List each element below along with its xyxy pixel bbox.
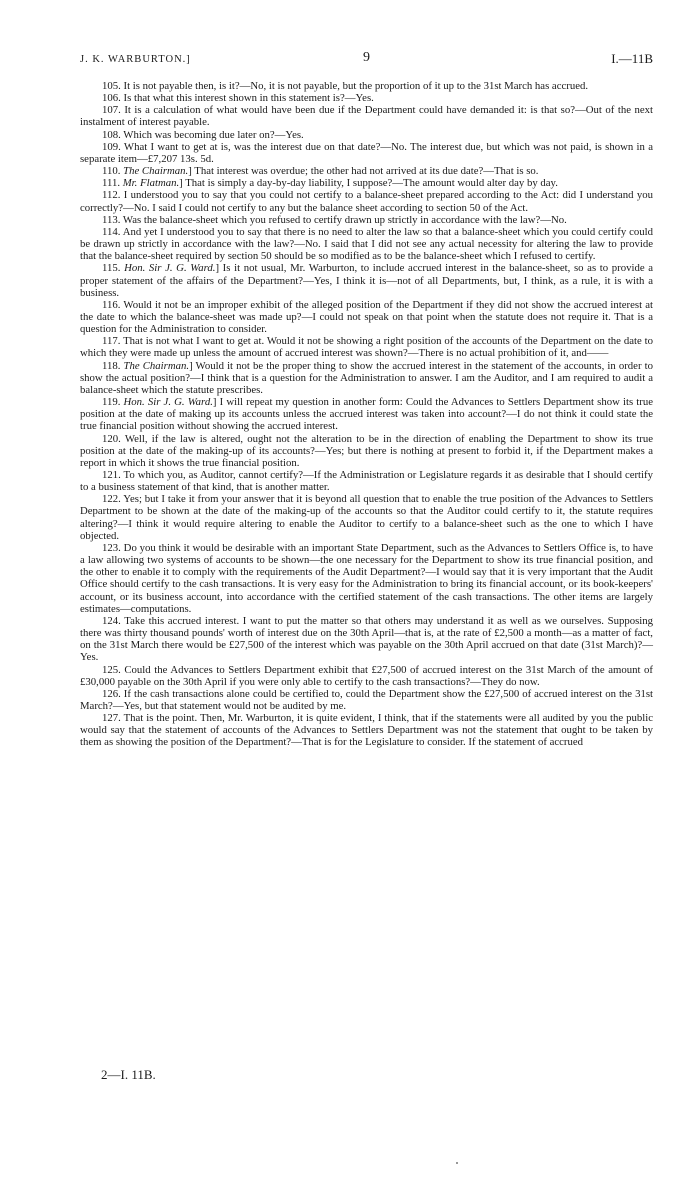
qa-paragraph: 125. Could the Advances to Settlers Department exhibit that £27,500 of accrued interest on the 31st March of the amount of £30,000 payable on the 30th April if you were only able to certify to the cash transactions?—They do now. <box>80 663 653 688</box>
page-header <box>80 50 653 70</box>
qa-paragraph: 124. Take this accrued interest. I want to put the matter so that others may understand it as well as we ourselves. Supposing there was thirty thousand pounds' worth of interest due on the 30th April—that is, at the rate of £2,500 a month—as a matter of fact, on the 31st March there would be £27,500 of the interest which was payable on the 30th April accrued on that date (31st March)?—Yes. <box>80 614 653 664</box>
speaker-name: Hon. Sir J. G. Ward. <box>124 262 216 275</box>
speaker-name: The Chairman. <box>123 165 189 178</box>
qa-paragraph: 120. Well, if the law is altered, ought not the alteration to be in the direction of enabling the Department to show its true position at the date of the making-up of its accounts?—Yes; but there is nothing at present to forbid it, if the Department makes a report in which it shows the true financial position. <box>80 432 653 469</box>
document-body <box>80 80 653 749</box>
qa-paragraph: 116. Would it not be an improper exhibit of the alleged position of the Department if they did not show the accrued interest at the date to which the balance-sheet was made up?—I could not speak on that point when the statute does not require it. That is a question for the Administration to consider. <box>80 298 653 336</box>
signature-mark: 2—I. 11B. <box>101 1067 156 1082</box>
qa-paragraph: 105. It is not payable then, is it?—No, it is not payable, but the proportion of it up to the 31st March has accrued. <box>102 80 589 92</box>
qa-paragraph: 114. And yet I understood you to say that there is no need to alter the law so that a balance-sheet which you could certify could be drawn up strictly in accordance with the law?—No. I said that I did not see any actual necessity for altering the law to provide that the balance-sheet required by section 50 should be so modified as to be the balance-sheet which I refused to certify. <box>80 225 653 263</box>
qa-paragraph: 109. What I want to get at is, was the interest due on that date?—No. The interest due, but which was not paid, is shown in a separate item—£7,207 13s. 5d. <box>80 140 653 165</box>
qa-paragraph: 113. Was the balance-sheet which you refused to certify drawn up strictly in accordance with the law?—No. <box>102 213 567 226</box>
qa-paragraph: 123. Do you think it would be desirable with an important State Department, such as the Advances to Settlers Office is, to have a law allowing two systems of accounts to be shown—the one necessary for the Department to show its true financial position, and the other to enable it to comply with the requirements of the Audit Department?—I would say that it is very important that the Audit Office should certify to the cash transactions. It is very easy for the Administration to bring its financial account, or its book-keepers' account, or its business account, into accordance with the certified statement of the cash transactions. The other items are largely estimates—computations. <box>80 541 653 615</box>
qa-paragraph: 118. The Chairman.] Would it not be the proper thing to show the accrued interest in the statement of the accounts, in order to show the actual position?—I think that is a question for the Administration to answer. I am the Auditor, and I am required to audit a balance-sheet which the statute prescribes. <box>80 359 653 396</box>
page-number: 9 <box>363 50 370 65</box>
document-reference: I.—11B <box>611 51 653 66</box>
speaker-name: Hon. Sir J. G. Ward. <box>123 396 213 409</box>
qa-paragraph: 108. Which was becoming due later on?—Yes. <box>102 128 304 141</box>
qa-paragraph: 122. Yes; but I take it from your answer that it is beyond all question that to enable the true position of the Advances to Settlers Department to be shown at the date of the making-up of the accounts so that the Auditor could certify to it, the statute requires altering?—I think it would require altering to enable the Auditor to certify to a balance-sheet such as the one to which I have objected. <box>80 493 653 542</box>
qa-paragraph: 110. The Chairman.] That interest was overdue; the other had not arrived at its due date?—That is so. <box>102 165 539 178</box>
qa-paragraph: 107. It is a calculation of what would have been due if the Department could have demanded it: is that so?—Out of the next instalment of interest payable. <box>80 104 653 129</box>
qa-paragraph: 115. Hon. Sir J. G. Ward.] Is it not usual, Mr. Warburton, to include accrued interest in the balance-sheet, so as to provide a proper statement of the affairs of the Department?—Yes, I think it is—not of all Departments, but, I think, as a rule, it is with a business. <box>80 262 654 299</box>
page-speck <box>456 1162 458 1164</box>
header-witness-name: J. K. WARBURTON.] <box>80 54 191 65</box>
qa-paragraph: 119. Hon. Sir J. G. Ward.] I will repeat my question in another form: Could the Advances to Settlers Department show its true position at the date of making up its accounts unless the accrued interest was taken into account?—I do not think it could state the true financial position without showing the accrued interest. <box>80 396 653 433</box>
speaker-name: Mr. Flatman. <box>122 177 180 190</box>
qa-paragraph: 117. That is not what I want to get at. Would it not be showing a right position of the accounts of the Department on the date to which they were made up unless the amount of accrued interest was shown?—There is no actual prohibition of it, and—— <box>80 335 653 360</box>
qa-paragraph: 127. That is the point. Then, Mr. Warburton, it is quite evident, I think, that if the statements were all audited by you the public would say that the statement of accounts of the Advances to Settlers Department was not the statement that ought to be taken by them as showing the position of the Department?—That is for the Legislature to consider. If the statement of accrued <box>80 712 653 749</box>
qa-paragraph: 121. To which you, as Auditor, cannot certify?—If the Administration or Legislature regards it as desirable that I should certify to a business statement of that kind, that is another matter. <box>80 469 653 494</box>
qa-paragraph: 112. I understood you to say that you could not certify to a balance-sheet prepared according to the Act: did I understand you correctly?—No. I said I could not certify to any but the balance sheet according to section 50 of the Act. <box>80 189 653 214</box>
speaker-name: The Chairman. <box>123 359 190 372</box>
qa-paragraph: 106. Is that what this interest shown in this statement is?—Yes. <box>102 92 374 105</box>
qa-paragraph: 111. Mr. Flatman.] That is simply a day-by-day liability, I suppose?—The amount would alter day by day. <box>102 177 558 190</box>
qa-paragraph: 126. If the cash transactions alone could be certified to, could the Department show the £27,500 of accrued interest on the 31st March?—Yes, but that statement would not be audited by me. <box>80 687 653 712</box>
